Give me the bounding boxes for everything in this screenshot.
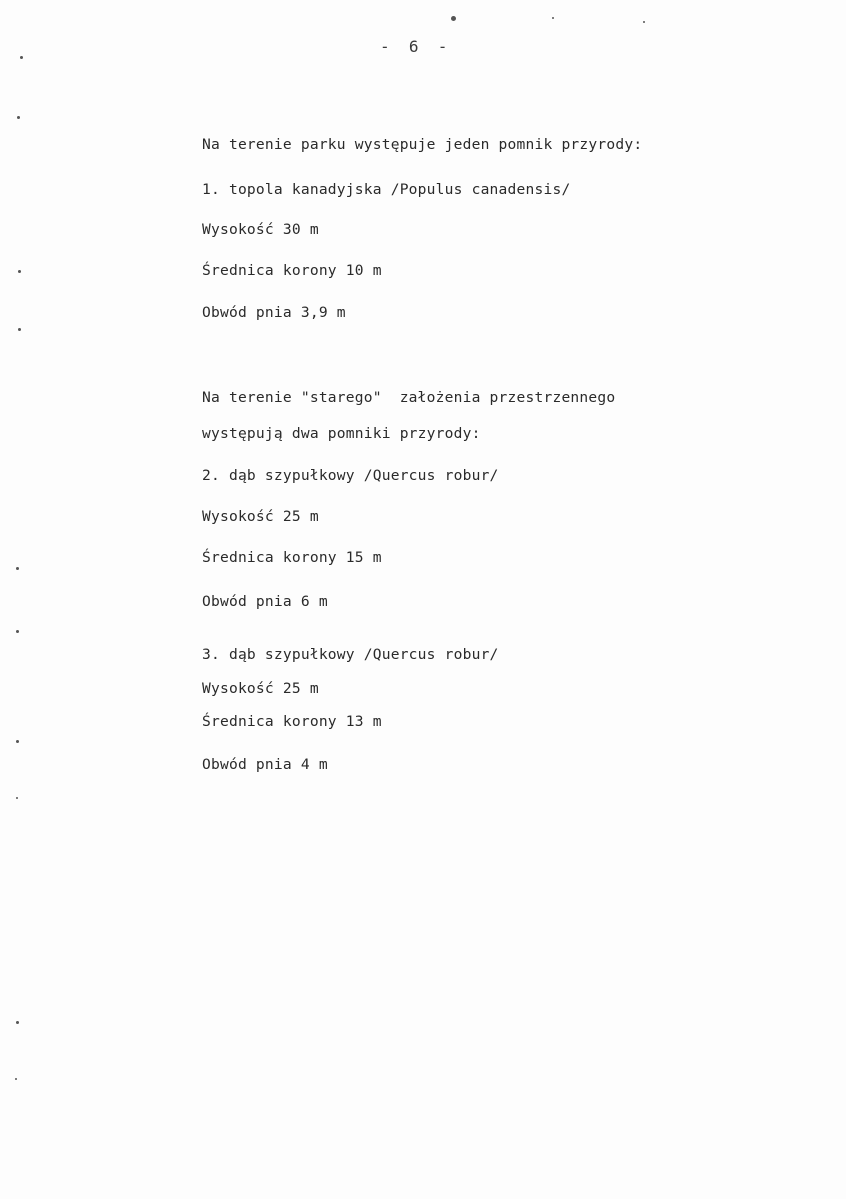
scan-speck xyxy=(16,740,19,743)
monument-3-height: Wysokość 25 m xyxy=(202,680,319,697)
scan-speck xyxy=(16,797,18,799)
monument-3-crown: Średnica korony 13 m xyxy=(202,713,382,730)
monument-2-height: Wysokość 25 m xyxy=(202,508,319,525)
monument-1-title: 1. topola kanadyjska /Populus canadensis/ xyxy=(202,181,571,198)
monument-2-crown: Średnica korony 15 m xyxy=(202,549,382,566)
page-number: - 6 - xyxy=(380,37,448,56)
monument-1-height: Wysokość 30 m xyxy=(202,221,319,238)
section-2-line-1: Na terenie "starego" założenia przestrzennego xyxy=(202,389,616,406)
scan-speck xyxy=(552,17,554,19)
monument-1-girth: Obwód pnia 3,9 m xyxy=(202,304,346,321)
monument-3-title: 3. dąb szypułkowy /Quercus robur/ xyxy=(202,646,499,663)
scan-speck xyxy=(18,270,21,273)
monument-1-crown: Średnica korony 10 m xyxy=(202,262,382,279)
section-2-line-2: występują dwa pomniki przyrody: xyxy=(202,425,481,442)
scan-speck xyxy=(17,116,20,119)
monument-2-title: 2. dąb szypułkowy /Quercus robur/ xyxy=(202,467,499,484)
intro-text: Na terenie parku występuje jeden pomnik przyrody: xyxy=(202,136,643,153)
scan-speck xyxy=(20,56,23,59)
scan-speck xyxy=(16,567,19,570)
scan-speck xyxy=(15,1078,17,1080)
scan-speck xyxy=(643,21,645,23)
monument-2-girth: Obwód pnia 6 m xyxy=(202,593,328,610)
scan-speck xyxy=(16,630,19,633)
scan-speck xyxy=(16,1021,19,1024)
monument-3-girth: Obwód pnia 4 m xyxy=(202,756,328,773)
scan-speck xyxy=(18,328,21,331)
scan-speck xyxy=(451,16,456,21)
